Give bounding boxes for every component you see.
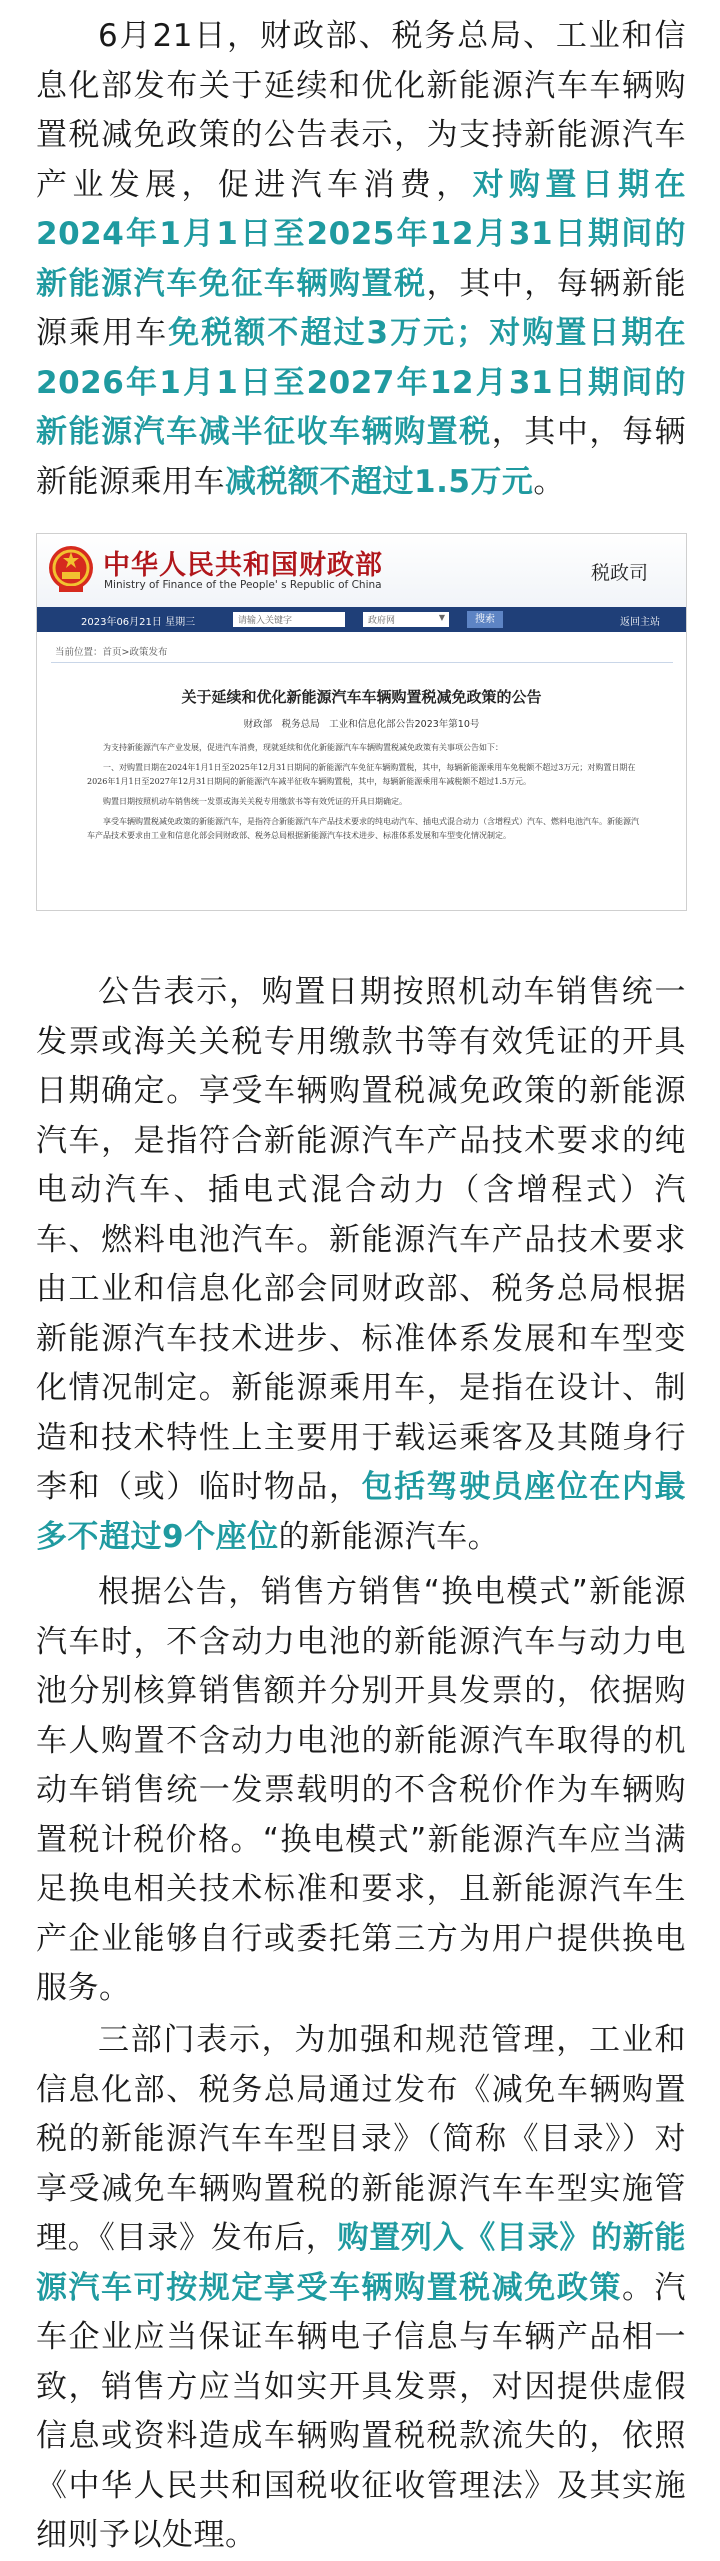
text: 的新能源汽车。 — [278, 1518, 500, 1555]
highlight-text: 对购置日期在2024年1月1日至2025年12月31日期间的新能源汽车免征车辆购置税 — [36, 166, 687, 302]
text: ，其中，每辆新能源乘用车 — [36, 265, 687, 351]
text: 。汽车企业应当保证车辆电子信息与车辆产品相一致，销售方应当如实开具发票，对因提供虚假信息或资料造成车辆购置税税款流失的，依照《中华人民共和国税收征收管理法》及其实施细则予以处理。 — [36, 2269, 687, 2553]
home-link[interactable]: 返回主站 — [620, 617, 660, 628]
chevron-down-icon: ▼ — [438, 613, 445, 622]
highlight-text: 包括驾驶员座位在内最多不超过9个座位 — [36, 1469, 687, 1555]
announcement-issuer: 财政部 税务总局 工业和信息化部公告2023年第10号 — [243, 719, 480, 730]
text: 根据公告，销售方销售“换电模式”新能源汽车时，不含动力电池的新能源汽车与动力电池分别核算销售额并分别开具发票的，依据购车人购置不含动力电池的新能源汽车取得的机动车销售统一发票载明的不含税价作为车辆购置税计税价格。“换电模式”新能源汽车应当满足换电相关技术标准和要求，且新能源汽车生产企业能够自行或委托第三方为用户提供换电服务。 — [36, 1574, 686, 2006]
body-paragraph: 享受车辆购置税减免政策的新能源汽车，是指符合新能源汽车产品技术要求的纯电动汽车、插电式混合动力（含增程式）汽车、燃料电池汽车。新能源汽车产品技术要求由工业和信息化部会同财政部、税务总局根据新能源汽车技术进步、标准体系发展和车型变化情况制定。 — [87, 817, 639, 840]
paragraph-4 — [36, 2016, 686, 2561]
highlight-text: 购置列入《目录》的新能源汽车可按规定享受车辆购置税减免政策 — [36, 2220, 686, 2306]
announcement-screenshot — [36, 533, 687, 911]
highlight-text: 免税额不超过3万元；对购置日期在2026年1月1日至2027年12月31日期间的新能源汽车减半征收车辆购置税 — [36, 315, 686, 450]
search-input[interactable]: 请输入关键字 — [233, 612, 345, 627]
announcement-title: 关于延续和优化新能源汽车车辆购置税减免政策的公告 — [181, 688, 542, 706]
department-name: 税政司 — [590, 562, 648, 584]
ministry-name-en: Ministry of Finance of the People' s Republic of China — [104, 579, 382, 591]
national-emblem-icon — [47, 542, 95, 594]
body-paragraph: 为支持新能源汽车产业发展，促进汽车消费，现就延续和优化新能源汽车车辆购置税减免政策有关事项公告如下： — [103, 743, 503, 752]
search-button[interactable]: 搜索 — [467, 611, 503, 628]
highlight-text: 减税额不超过1.5万元 — [225, 463, 534, 500]
text: 6月21日，财政部、税务总局、工业和信息化部发布关于延续和优化新能源汽车车辆购置税减免政策的公告表示，为支持新能源汽车产业发展，促进汽车消费， — [36, 18, 686, 203]
site-nav-bar — [37, 607, 686, 632]
announcement-body — [87, 741, 642, 849]
text: ，其中，每辆新能源乘用车 — [36, 414, 687, 500]
paragraph-2 — [36, 968, 686, 1562]
paragraph-1 — [36, 12, 686, 507]
breadcrumb: 当前位置：首页>政策发布 — [55, 647, 168, 658]
site-select-value: 政府网 — [368, 616, 396, 626]
text: 。 — [533, 463, 565, 500]
body-paragraph: 购置日期按照机动车销售统一发票或海关关税专用缴款书等有效凭证的开具日期确定。 — [103, 797, 407, 806]
ministry-header — [37, 534, 686, 607]
body-paragraph: 一、对购置日期在2024年1月1日至2025年12月31日期间的新能源汽车免征车辆购置税，其中，每辆新能源乘用车免税额不超过3万元；对购置日期在2026年1月1日至2027年12月31日期间的新能源汽车减半征收车辆购置税，其中，每辆新能源乘用车减税额不超过1.5万元。 — [87, 763, 636, 786]
nav-date: 2023年06月21日 星期三 — [81, 617, 196, 628]
divider — [51, 662, 673, 663]
text: 三部门表示，为加强和规范管理，工业和信息化部、税务总局通过发布《减免车辆购置税的新能源汽车车型目录》（简称《目录》）对享受减免车辆购置税的新能源汽车车型实施管理。《目录》发布后， — [36, 2022, 686, 2256]
site-select[interactable] — [363, 612, 449, 627]
paragraph-3 — [36, 1568, 686, 2014]
ministry-name-cn: 中华人民共和国财政部 — [103, 550, 383, 581]
text: 公告表示，购置日期按照机动车销售统一发票或海关关税专用缴款书等有效凭证的开具日期确定。享受车辆购置税减免政策的新能源汽车，是指符合新能源汽车产品技术要求的纯电动汽车、插电式混合动力（含增程式）汽车、燃料电池汽车。新能源汽车产品技术要求由工业和信息化部会同财政部、税务总局根据新能源汽车技术进步、标准体系发展和车型变化情况制定。新能源乘用车，是指在设计、制造和技术特性上主要用于载运乘客及其随身行李和（或）临时物品， — [36, 974, 686, 1505]
